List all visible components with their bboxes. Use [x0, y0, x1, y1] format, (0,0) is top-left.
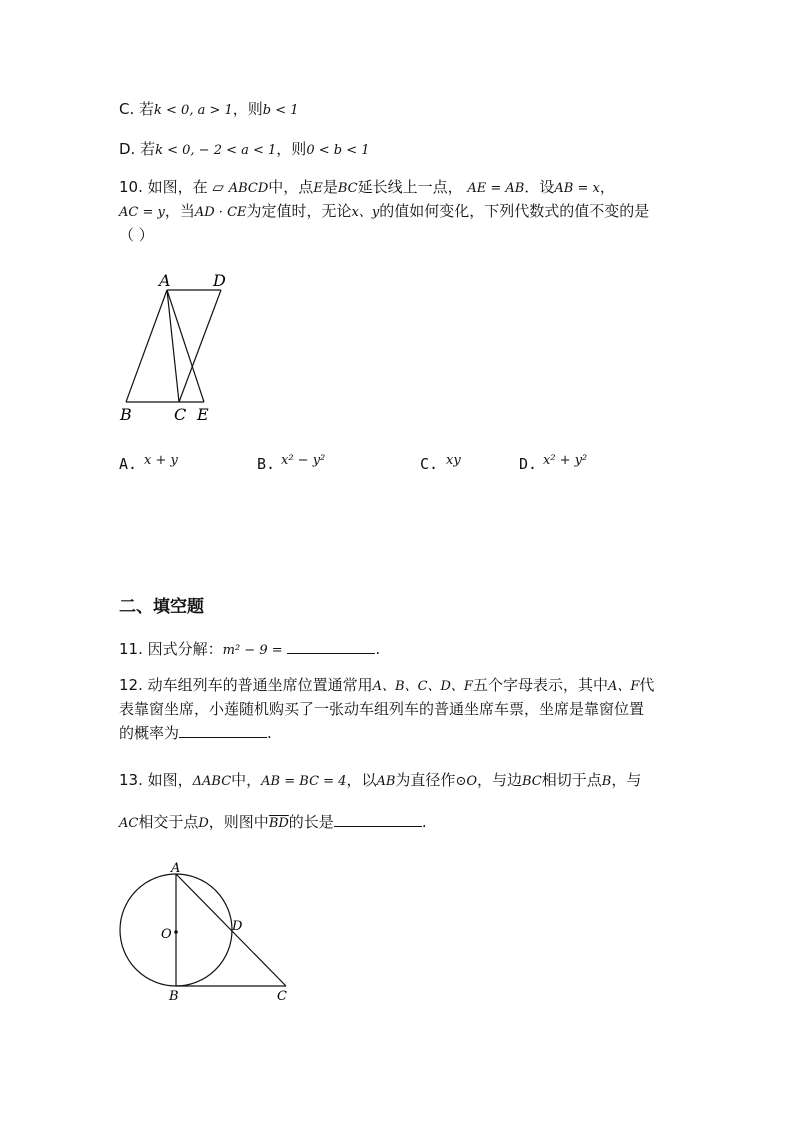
label-c: C [277, 989, 287, 1004]
q11-answer-blank[interactable] [287, 637, 375, 654]
q10-parallelogram-figure [110, 268, 240, 428]
q9-option-c: C. 若k < 0, a > 1，则b < 1 [119, 100, 299, 118]
q10-answer-paren: （ ） [119, 226, 154, 244]
q13-answer-blank[interactable] [334, 810, 422, 827]
q12-stem-line1: 12. 动车组列车的普通坐席位置通常用A、B、C、D、F五个字母表示，其中A、F代 [119, 676, 655, 694]
label-o: O [161, 927, 172, 942]
label-b: B [169, 989, 179, 1004]
q13-stem-line2: AC相交于点D，则图中$\overline{BD}$的长是 . [119, 810, 427, 836]
segment-ac [176, 874, 286, 986]
q10-stem-line2: AC = y，当AD · CE为定值时，无论x、y的值如何变化，下列代数式的值不变的是 [119, 202, 650, 220]
q13-stem-line1: 13. 如图，ΔABC中，AB = BC = 4，以AB为直径作⊙O，与边BC相切于点B，与 [119, 771, 642, 789]
label-c: C [174, 405, 187, 424]
q13-circle-figure [110, 860, 300, 1010]
section-title: 二、填空题 [119, 597, 204, 617]
label-b: B [120, 405, 132, 424]
q12-stem-line2: 表靠窗坐席，小莲随机购买了一张动车组列车的普通坐席车票，坐席是靠窗位置 [119, 700, 645, 718]
center-dot-o [174, 930, 178, 934]
segment-ab [126, 290, 167, 402]
q12-stem-line3: 的概率为 . [119, 721, 272, 745]
q10-stem-line1: 10. 如图，在 ▱ ABCD中，点E是BC延长线上一点， AE = AB．设AB = x， [119, 178, 615, 196]
q11-stem: 11. 因式分解：m² − 9 = . [119, 637, 380, 663]
label-e: E [197, 405, 209, 424]
q9-option-d: D. 若k < 0, − 2 < a < 1，则0 < b < 1 [119, 140, 370, 158]
label-a: A [159, 271, 171, 290]
label-a: A [171, 861, 181, 876]
q12-answer-blank[interactable] [179, 721, 267, 738]
parallelogram-symbol: ▱ [212, 178, 224, 196]
label-d: D [232, 919, 243, 934]
arc-bd: $\overline{BD}$ [268, 816, 289, 831]
label-d: D [213, 271, 226, 290]
